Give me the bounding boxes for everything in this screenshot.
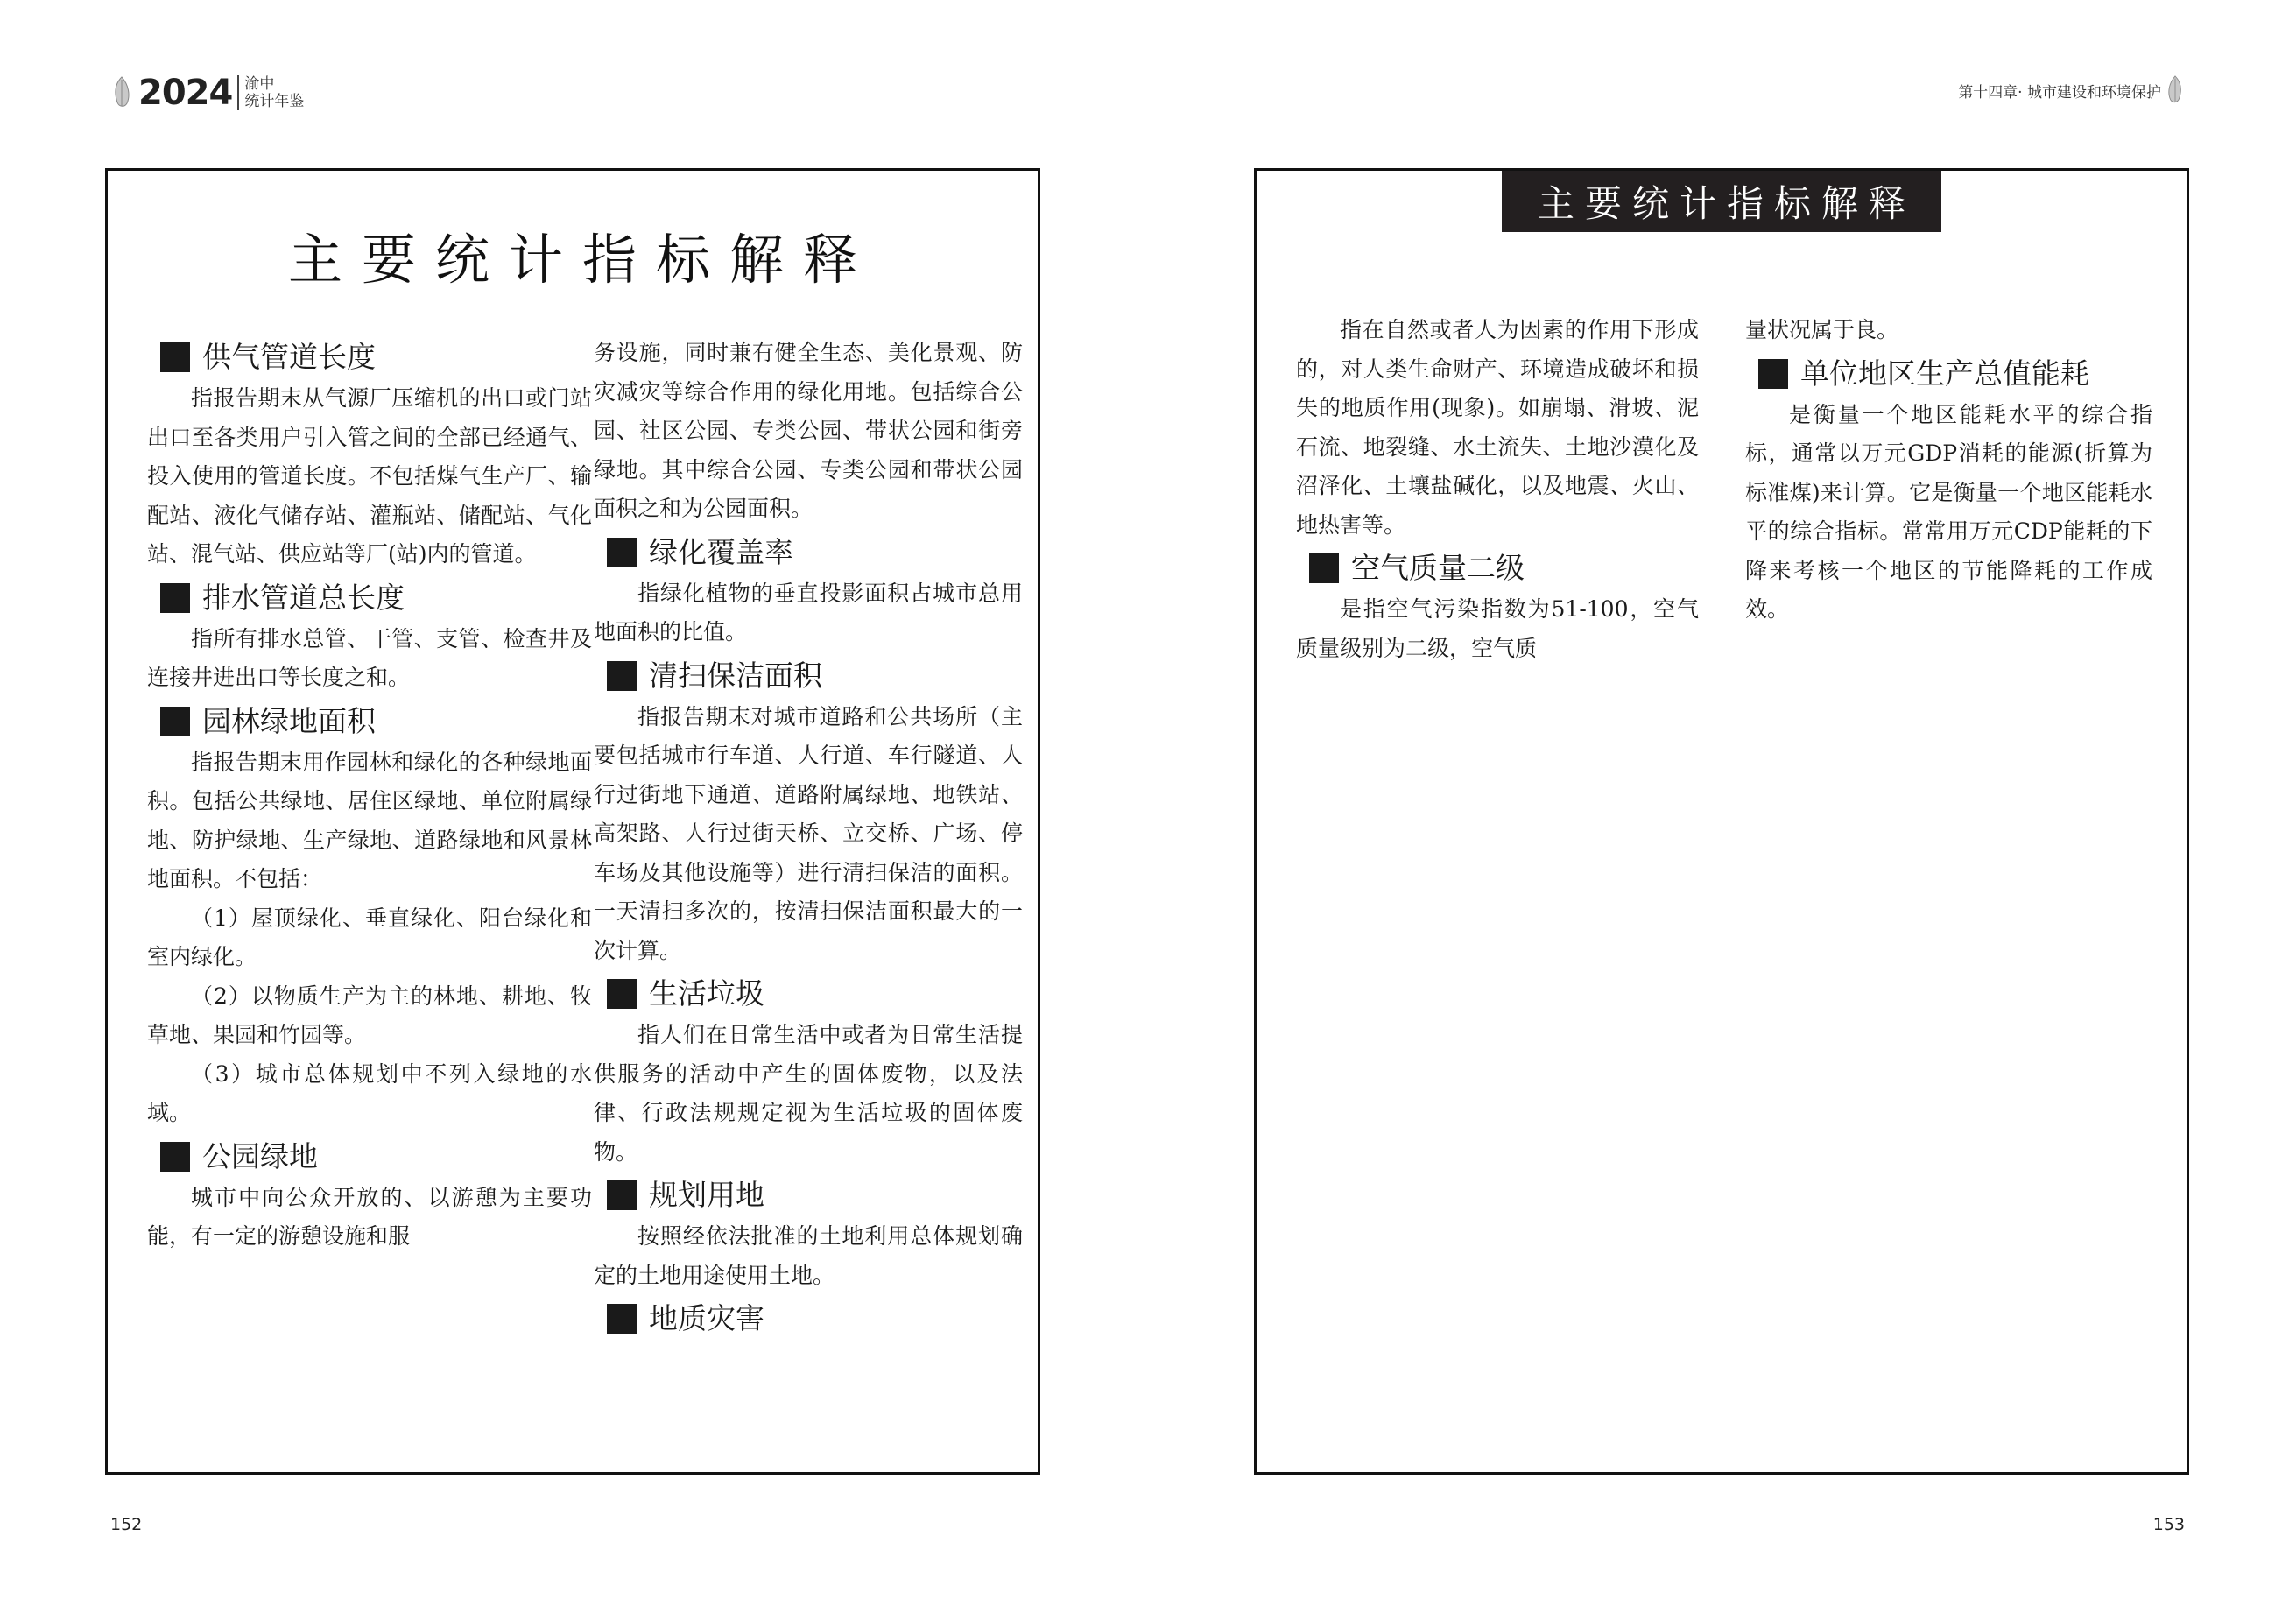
leaf-icon [112,76,131,109]
paragraph: 指报告期末对城市道路和公共场所（主要包括城市行车道、人行道、车行隧道、人行过街地下通道、道路附属绿地、地铁站、高架路、人行过街天桥、立交桥、广场、停车场及其他设施等）进行清扫保洁的面积。一天清扫多次的，按清扫保洁面积最大的一次计算。 [594,703,1023,963]
page-title-tab: 主要统计指标解释 [1502,171,1941,232]
section-heading: 地质灾害 [594,1297,1023,1341]
paragraph: 务设施，同时兼有健全生态、美化景观、防灾减灾等综合作用的绿化用地。包括综合公园、社区公园、专类公园、带状公园和街旁绿地。其中综合公园、专类公园和带状公园面积之和为公园面积。 [594,340,1023,521]
paragraph: 是指空气污染指数为51-100，空气质量级别为二级，空气质 [1296,596,1699,661]
heading-square-icon [160,707,190,736]
paragraph: 指报告期末从气源厂压缩机的出口或门站出口至各类用户引入管之间的全部已经通气、投入使用的管道长度。不包括煤气生产厂、输配站、液化气储存站、灌瓶站、储配站、气化站、混气站、供应站等厂(站)内的管道。 [147,385,592,567]
left-page-frame [105,168,1040,1475]
paragraph: 指人们在日常生活中或者为日常生活提供服务的活动中产生的固体废物，以及法律、行政法规规定视为生活垃圾的固体废物。 [594,1022,1023,1165]
yearbook-year: 2024 [138,73,233,113]
heading-square-icon [160,1142,190,1172]
paragraph: 按照经依法批准的土地利用总体规划确定的土地用途使用土地。 [594,1223,1023,1288]
yearbook-name: 渝中 统计年鉴 [237,75,304,110]
section-heading: 清扫保洁面积 [594,654,1023,698]
paragraph: 指报告期末用作园林和绿化的各种绿地面积。包括公共绿地、居住区绿地、单位附属绿地、防护绿地、生产绿地、道路绿地和风景林地面积。不包括： [147,749,592,891]
right-page-frame [1254,168,2189,1475]
section-heading: 空气质量二级 [1296,546,1699,590]
paragraph: 量状况属于良。 [1745,317,1899,342]
list-item: （3）城市总体规划中不列入绿地的水域。 [147,1060,592,1125]
leaf-icon-right [2166,75,2184,105]
section-heading: 规划用地 [594,1173,1023,1217]
section-heading: 绿化覆盖率 [594,531,1023,574]
paragraph: 指在自然或者人为因素的作用下形成的，对人类生命财产、环境造成破坏和损失的地质作用(现象)。如崩塌、滑坡、泥石流、地裂缝、水土流失、土地沙漠化及沼泽化、土壤盐碱化，以及地震、火山、地热害等。 [1296,317,1699,538]
list-item: （1）屋顶绿化、垂直绿化、阳台绿化和室内绿化。 [147,905,592,969]
list-item: （2）以物质生产为主的林地、耕地、牧草地、果园和竹园等。 [147,983,592,1047]
paragraph: 指绿化植物的垂直投影面积占城市总用地面积的比值。 [594,580,1023,644]
paragraph: 是衡量一个地区能耗水平的综合指标，通常以万元GDP消耗的能源(折算为标准煤)来计算。它是衡量一个地区能耗水平的综合指标。常常用万元CDP能耗的下降来考核一个地区的节能降耗的工作成效。 [1745,401,2152,622]
left-column-a [147,334,592,1257]
heading-square-icon [607,661,637,691]
section-heading: 单位地区生产总值能耗 [1745,352,2152,396]
section-heading: 供气管道长度 [147,335,592,379]
heading-square-icon [607,538,637,567]
paragraph: 城市中向公众开放的、以游憩为主要功能，有一定的游憩设施和服 [147,1184,592,1249]
section-heading: 园林绿地面积 [147,700,592,743]
page-number-right: 153 [2152,1515,2185,1534]
right-column-b [1745,311,2152,630]
page-number-left: 152 [110,1515,143,1534]
heading-square-icon [607,1304,637,1334]
heading-square-icon [1309,553,1339,583]
heading-square-icon [160,342,190,372]
heading-square-icon [1758,359,1788,389]
running-head-left [112,67,304,119]
heading-square-icon [607,979,637,1009]
heading-square-icon [607,1180,637,1210]
paragraph: 指所有排水总管、干管、支管、检查井及连接井进出口等长度之和。 [147,625,592,690]
section-heading: 生活垃圾 [594,972,1023,1016]
running-head-right [1958,75,2184,105]
left-column-b [594,334,1023,1341]
section-heading: 排水管道总长度 [147,576,592,620]
page-title: 主要统计指标解释 [287,228,877,292]
section-heading: 公园绿地 [147,1135,592,1179]
heading-square-icon [160,583,190,613]
right-column-a [1296,311,1699,668]
chapter-title: 第十四章· 城市建设和环境保护 [1958,83,2161,102]
